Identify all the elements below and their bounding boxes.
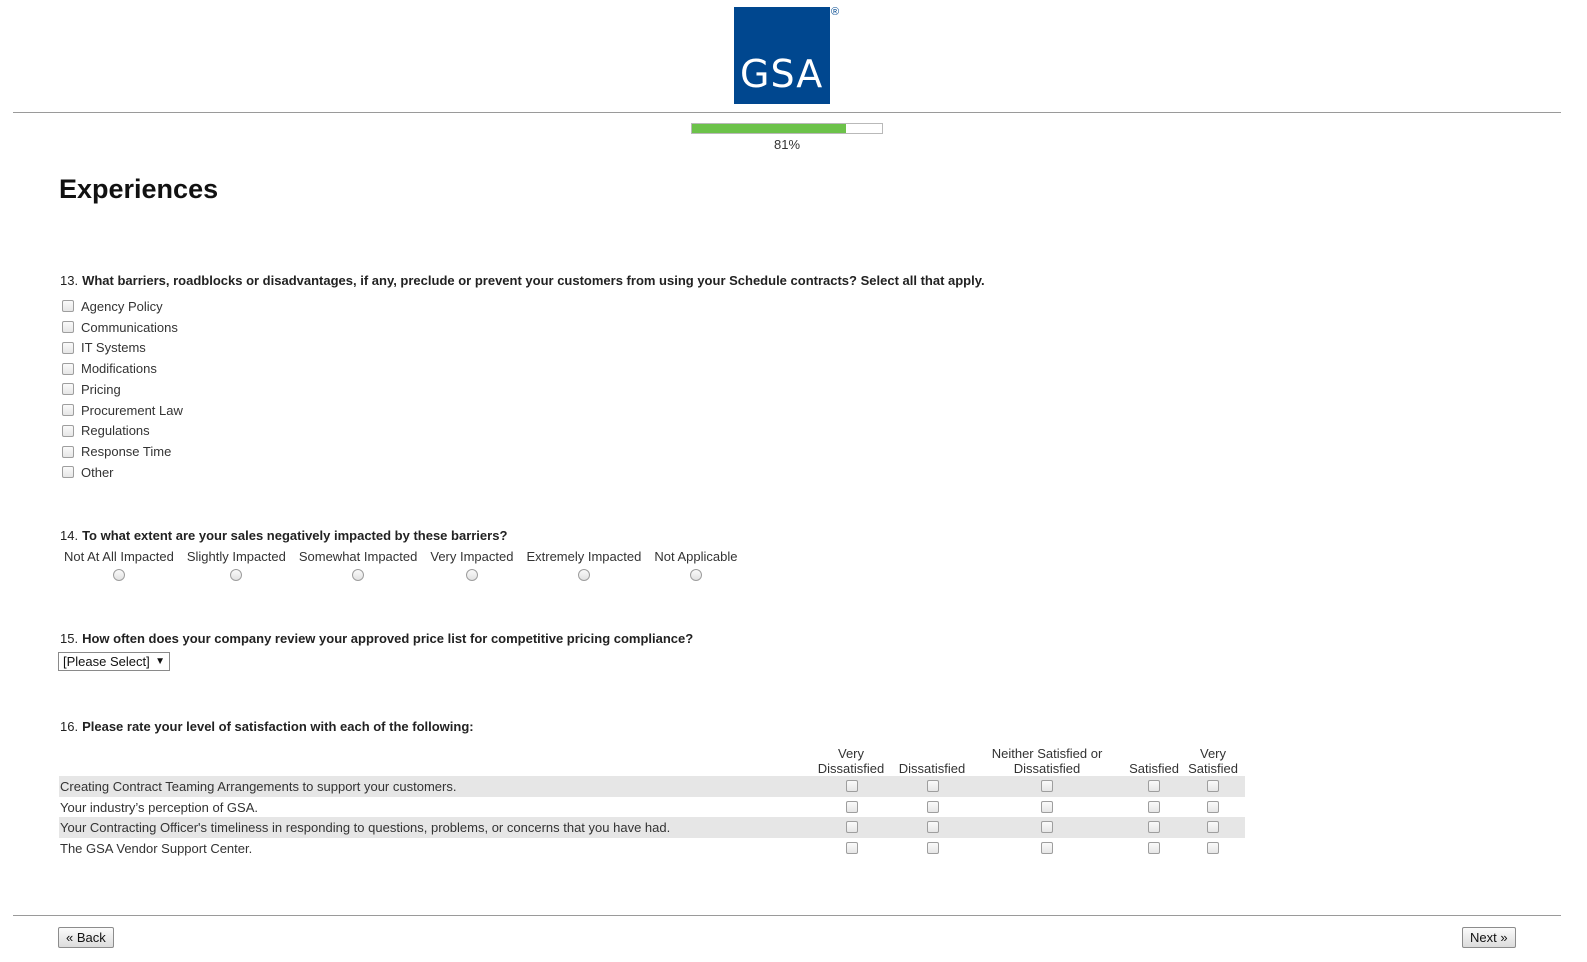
- checkbox[interactable]: [1041, 821, 1053, 833]
- matrix-header: [59, 744, 1245, 776]
- matrix-row: [59, 838, 1245, 859]
- question-15-number: 15.: [60, 631, 79, 646]
- q13-option-label: Communications: [81, 319, 178, 335]
- q14-option[interactable]: [295, 549, 422, 584]
- header-divider: [13, 112, 1561, 113]
- question-13-title: [60, 273, 985, 288]
- checkbox[interactable]: [927, 821, 939, 833]
- matrix-column-header: Very Satisfied: [1188, 746, 1238, 776]
- matrix-row-label: Your industry’s perception of GSA.: [60, 799, 259, 815]
- matrix-row-label: Your Contracting Officer's timeliness in responding to questions, problems, or concerns that you have had.: [60, 820, 671, 836]
- matrix-row: [59, 817, 1245, 838]
- radio-button[interactable]: [352, 569, 364, 581]
- question-13-text: What barriers, roadblocks or disadvantages, if any, preclude or prevent your customers from using your Schedule contracts? Select all that apply.: [82, 273, 985, 288]
- q13-option[interactable]: [62, 421, 183, 442]
- matrix-column-header: Very Dissatisfied: [817, 746, 885, 776]
- q14-option-label: Very Impacted: [430, 549, 514, 564]
- checkbox[interactable]: [846, 801, 858, 813]
- q14-option[interactable]: [426, 549, 517, 584]
- q14-option[interactable]: [522, 549, 645, 584]
- checkbox[interactable]: [1207, 780, 1219, 792]
- checkbox[interactable]: [1207, 821, 1219, 833]
- matrix-row: [59, 797, 1245, 818]
- question-16-title: [60, 719, 474, 734]
- checkbox[interactable]: [62, 425, 74, 437]
- checkbox[interactable]: [1148, 842, 1160, 854]
- checkbox[interactable]: [62, 404, 74, 416]
- q13-option-label: Modifications: [81, 361, 157, 377]
- question-14-title: [60, 528, 507, 543]
- radio-button[interactable]: [466, 569, 478, 581]
- q13-option[interactable]: [62, 379, 183, 400]
- checkbox[interactable]: [1148, 801, 1160, 813]
- question-14-number: 14.: [60, 528, 79, 543]
- checkbox[interactable]: [1207, 801, 1219, 813]
- checkbox[interactable]: [62, 466, 74, 478]
- checkbox[interactable]: [1148, 780, 1160, 792]
- checkbox[interactable]: [62, 446, 74, 458]
- checkbox[interactable]: [1041, 842, 1053, 854]
- dropdown-arrow-icon: ▼: [155, 656, 165, 667]
- question-16-text: Please rate your level of satisfaction with each of the following:: [82, 719, 474, 734]
- q13-option[interactable]: [62, 358, 183, 379]
- next-button[interactable]: Next »: [1462, 927, 1516, 948]
- q13-option-label: Other: [81, 464, 114, 480]
- checkbox[interactable]: [1207, 842, 1219, 854]
- checkbox[interactable]: [1041, 780, 1053, 792]
- checkbox[interactable]: [62, 383, 74, 395]
- progress-bar-fill: [692, 124, 846, 133]
- checkbox[interactable]: [846, 821, 858, 833]
- radio-button[interactable]: [690, 569, 702, 581]
- q13-option-label: IT Systems: [81, 340, 146, 356]
- question-13-number: 13.: [60, 273, 79, 288]
- matrix-row-label: The GSA Vendor Support Center.: [60, 840, 253, 856]
- q14-option[interactable]: [60, 549, 178, 584]
- pricing-review-select[interactable]: [58, 652, 170, 671]
- q14-option-label: Not At All Impacted: [64, 549, 174, 564]
- question-15-title: [60, 631, 693, 646]
- matrix-column-header: Neither Satisfied or Dissatisfied: [991, 746, 1103, 776]
- page-title: Experiences: [59, 174, 219, 204]
- checkbox[interactable]: [927, 842, 939, 854]
- back-button[interactable]: « Back: [58, 927, 114, 948]
- q13-option-label: Regulations: [81, 423, 150, 439]
- radio-button[interactable]: [113, 569, 125, 581]
- gsa-logo-box: [734, 7, 830, 104]
- checkbox[interactable]: [62, 363, 74, 375]
- progress-bar: [691, 123, 883, 134]
- checkbox[interactable]: [846, 780, 858, 792]
- q14-option[interactable]: [183, 549, 290, 584]
- q13-option-label: Response Time: [81, 444, 172, 460]
- registered-mark: ®: [831, 6, 840, 18]
- satisfaction-matrix: [59, 744, 1245, 858]
- q14-option-label: Not Applicable: [654, 549, 738, 564]
- select-value: [Please Select]: [63, 654, 150, 669]
- checkbox[interactable]: [62, 321, 74, 333]
- matrix-column-header: Dissatisfied: [898, 761, 966, 776]
- checkbox[interactable]: [846, 842, 858, 854]
- q14-option-label: Slightly Impacted: [186, 549, 286, 564]
- radio-button[interactable]: [230, 569, 242, 581]
- q13-option[interactable]: [62, 462, 183, 483]
- gsa-logo-text: GSA: [740, 52, 824, 96]
- q13-option[interactable]: [62, 441, 183, 462]
- matrix-column-header: Satisfied: [1129, 761, 1179, 776]
- q13-option[interactable]: [62, 400, 183, 421]
- radio-button[interactable]: [578, 569, 590, 581]
- checkbox[interactable]: [62, 342, 74, 354]
- q14-option-label: Somewhat Impacted: [298, 549, 418, 564]
- q13-option-label: Agency Policy: [81, 298, 163, 314]
- q13-option[interactable]: [62, 296, 183, 317]
- question-14-text: To what extent are your sales negatively impacted by these barriers?: [82, 528, 508, 543]
- checkbox[interactable]: [1148, 821, 1160, 833]
- checkbox[interactable]: [62, 300, 74, 312]
- question-16-number: 16.: [60, 719, 79, 734]
- q13-option-label: Pricing: [81, 381, 121, 397]
- checkbox[interactable]: [1041, 801, 1053, 813]
- q13-option[interactable]: [62, 338, 183, 359]
- checkbox[interactable]: [927, 801, 939, 813]
- checkbox[interactable]: [927, 780, 939, 792]
- matrix-row-label: Creating Contract Teaming Arrangements to support your customers.: [60, 779, 457, 794]
- q14-option-label: Extremely Impacted: [526, 549, 642, 564]
- q13-option[interactable]: [62, 317, 183, 338]
- matrix-row: [59, 776, 1245, 797]
- q13-option-label: Procurement Law: [81, 402, 183, 418]
- gsa-logo: [734, 7, 844, 105]
- q14-option[interactable]: [650, 549, 741, 584]
- footer-divider: [13, 915, 1561, 916]
- progress-label: 81%: [773, 137, 801, 152]
- question-15-text: How often does your company review your approved price list for competitive pricing compliance?: [82, 631, 694, 646]
- question-13-options: [62, 296, 183, 483]
- question-14-scale: [60, 549, 741, 584]
